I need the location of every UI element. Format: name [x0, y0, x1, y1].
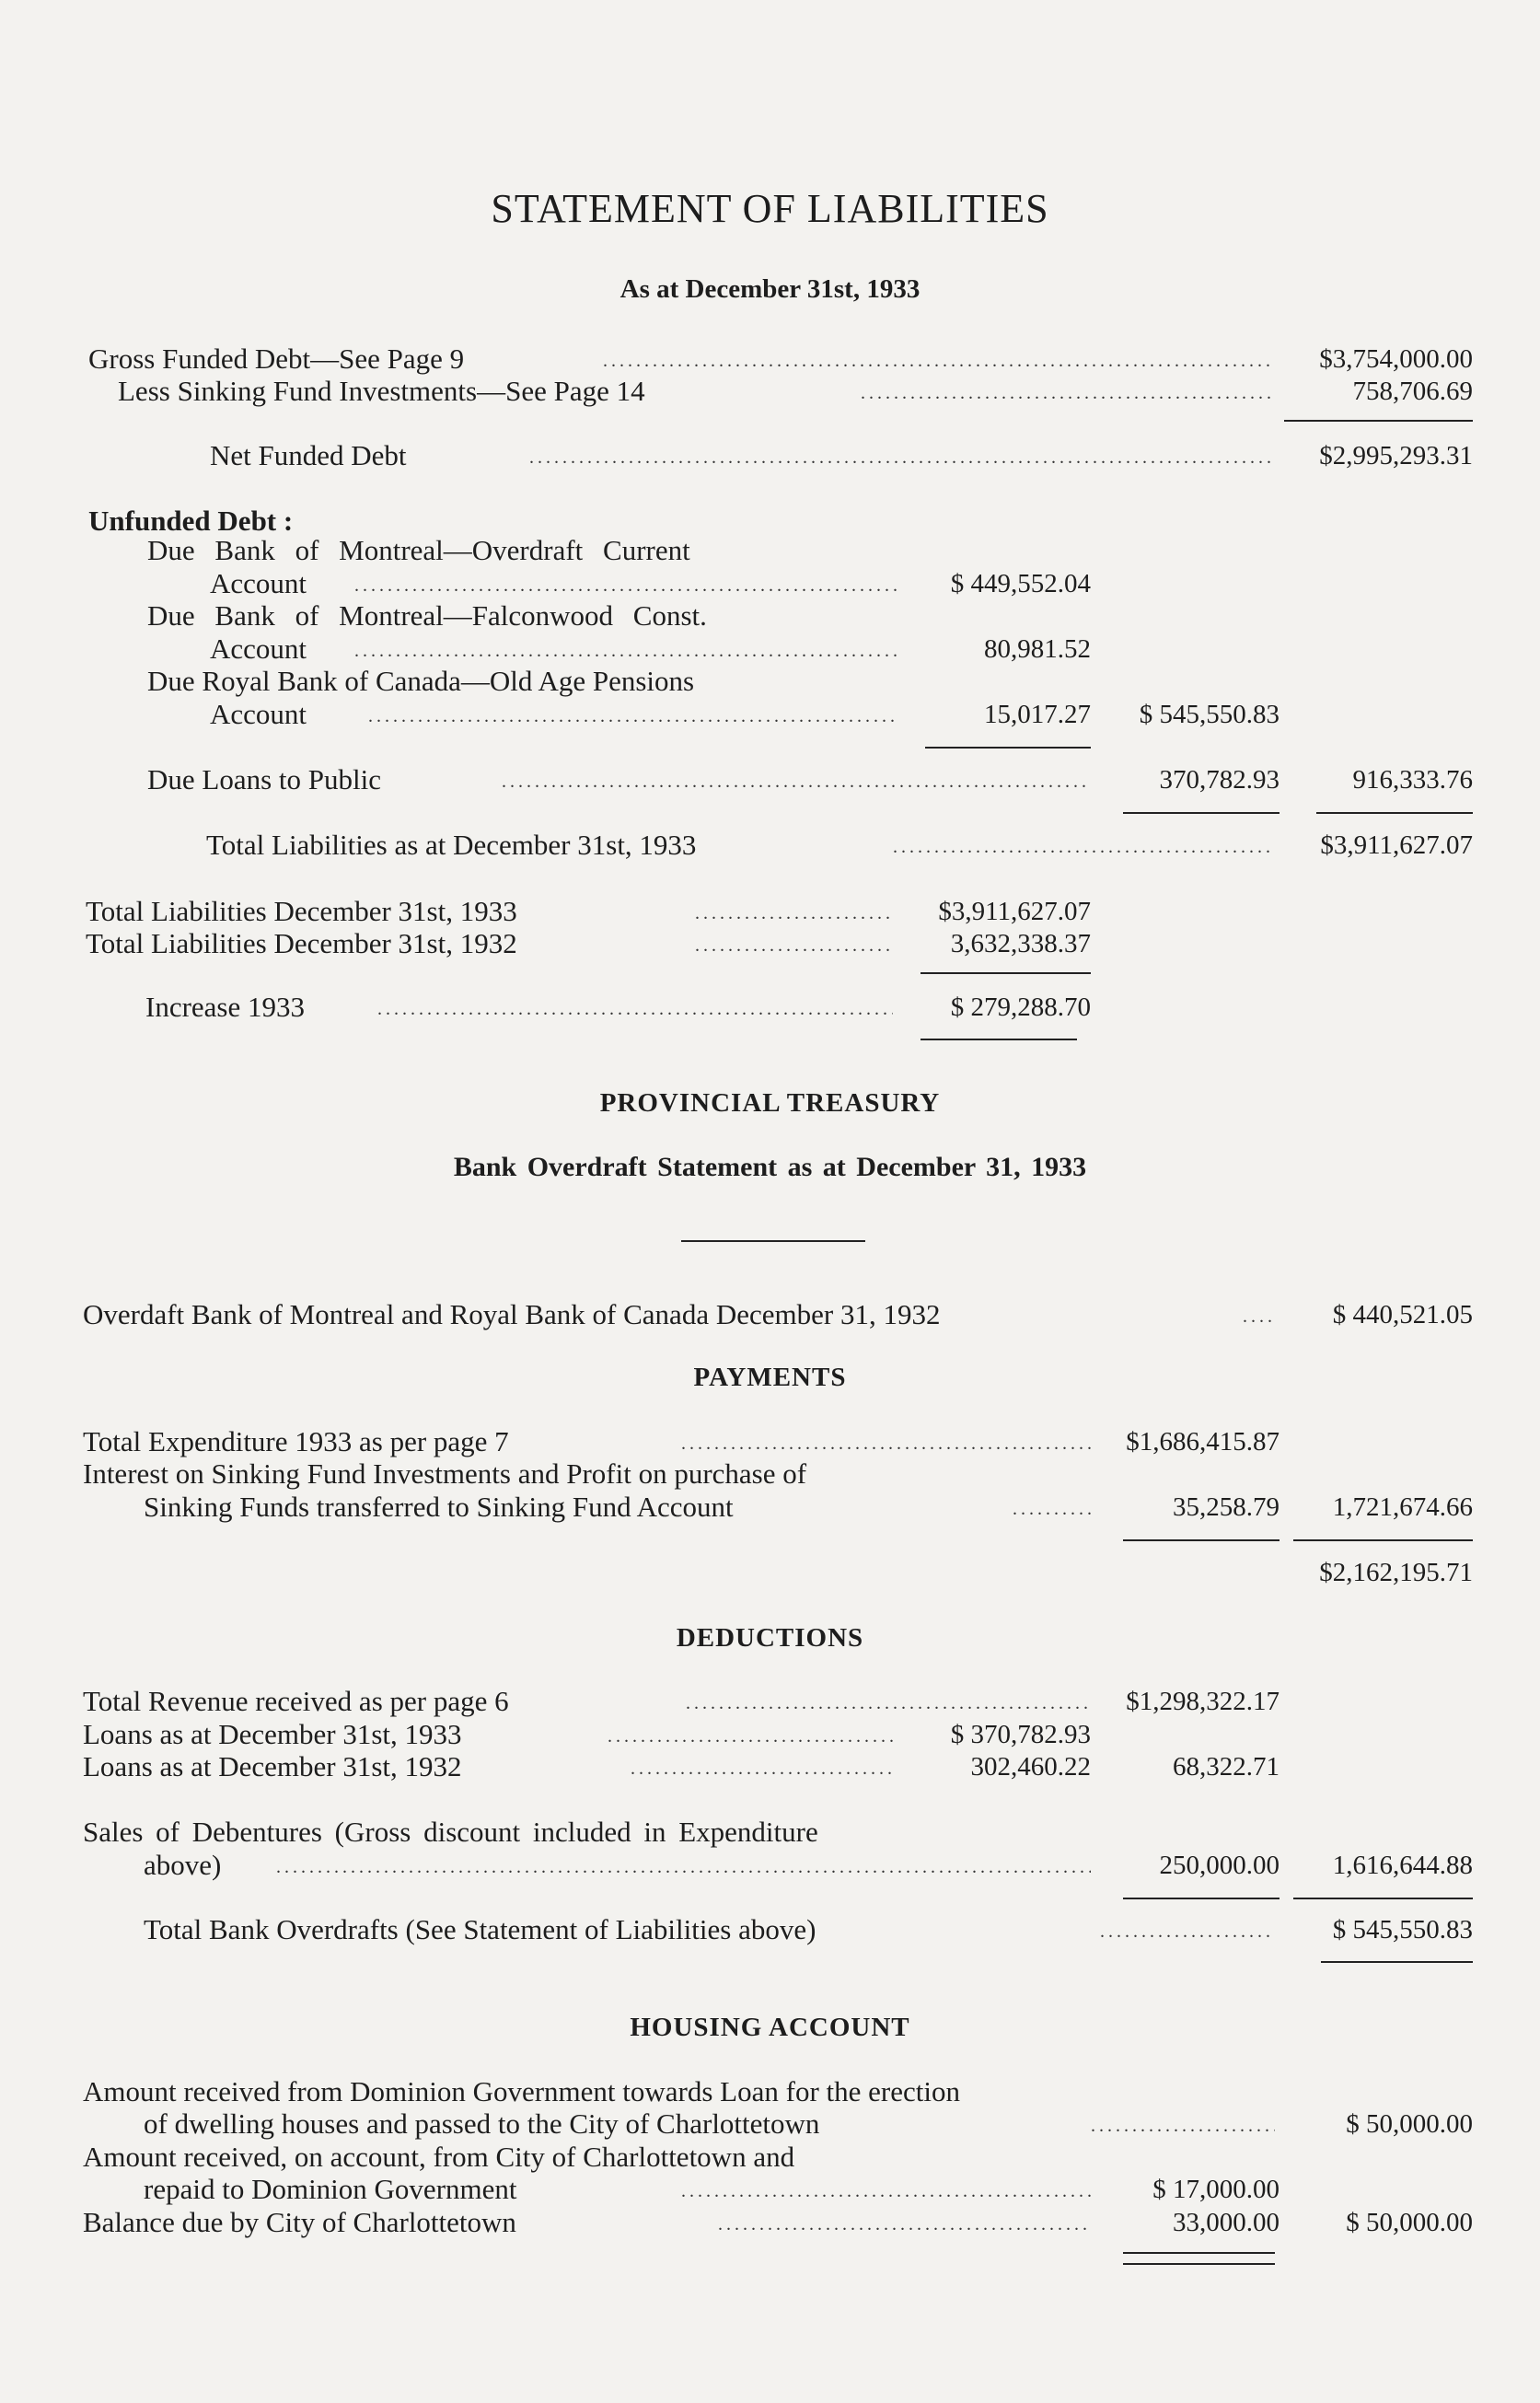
due-montreal-falconwood-line1: Due Bank of Montreal—Falconwood Const. [147, 599, 707, 632]
received-dominion-line1: Amount received from Dominion Government towards Loan for the erection [83, 2075, 960, 2107]
less-sinking-label: Less Sinking Fund Investments—See Page 14 [118, 375, 645, 407]
total-overdrafts-label: Total Bank Overdrafts (See Statement of Liabilities above) [144, 1913, 816, 1945]
balance-due-label: Balance due by City of Charlottetown [83, 2206, 516, 2238]
debentures-total: 1,616,644.88 [1332, 1851, 1473, 1880]
increase-amount: $ 279,288.70 [950, 993, 1091, 1022]
received-city-line1: Amount received, on account, from City of Charlottetown and [83, 2141, 795, 2173]
treasury-subtitle: Bank Overdraft Statement as at December 31, 1933 [453, 1152, 1087, 1182]
liabilities-subtitle: As at December 31st, 1933 [619, 274, 921, 304]
interest-sinking-line2: Sinking Funds transferred to Sinking Fund Account [144, 1491, 734, 1523]
loans-1932-amount: 302,460.22 [970, 1752, 1091, 1782]
housing-title: HOUSING ACCOUNT [630, 2013, 910, 2042]
debentures-line1: Sales of Debentures (Gross discount included in Expenditure [83, 1816, 818, 1848]
total-liabilities-label: Total Liabilities as at December 31st, 1933 [206, 829, 697, 861]
payments-heading: PAYMENTS [693, 1363, 847, 1392]
due-montreal-overdraft-line1: Due Bank of Montreal—Overdraft Current [147, 534, 690, 566]
due-loans-total: 916,333.76 [1352, 765, 1473, 795]
gross-funded-amount: $3,754,000.00 [1319, 344, 1473, 374]
net-funded-label: Net Funded Debt [210, 439, 407, 471]
received-city-amount: $ 17,000.00 [1152, 2175, 1279, 2204]
less-sinking-amount: 758,706.69 [1352, 377, 1473, 406]
due-montreal-falconwood-line2: Account [210, 633, 307, 665]
overdraft-amount: $ 440,521.05 [1332, 1300, 1473, 1329]
debentures-amount: 250,000.00 [1159, 1851, 1279, 1880]
interest-sinking-amount: 35,258.79 [1173, 1492, 1279, 1522]
balance-due-amount: 33,000.00 [1173, 2208, 1279, 2237]
received-dominion-amount: $ 50,000.00 [1346, 2109, 1473, 2139]
total-revenue-amount: $1,298,322.17 [1126, 1687, 1279, 1716]
loans-1932-label: Loans as at December 31st, 1932 [83, 1750, 462, 1782]
total-overdrafts-amount: $ 545,550.83 [1332, 1915, 1473, 1944]
due-royal-pensions-line1: Due Royal Bank of Canada—Old Age Pensions [147, 665, 695, 697]
interest-sinking-total: 1,721,674.66 [1332, 1492, 1473, 1522]
due-royal-pensions-line2: Account [210, 698, 307, 730]
due-montreal-overdraft-line2: Account [210, 567, 307, 599]
received-dominion-line2: of dwelling houses and passed to the City of Charlottetown [144, 2107, 820, 2140]
interest-sinking-line1: Interest on Sinking Fund Investments and Profit on purchase of [83, 1457, 807, 1490]
total-liabilities-amount: $3,911,627.07 [1320, 830, 1473, 860]
compare-1932-amount: 3,632,338.37 [950, 929, 1091, 958]
due-montreal-falconwood-amount: 80,981.52 [984, 634, 1091, 664]
increase-label: Increase 1933 [145, 991, 305, 1023]
compare-1932-label: Total Liabilities December 31st, 1932 [86, 927, 517, 959]
total-revenue-label: Total Revenue received as per page 6 [83, 1685, 509, 1717]
total-expenditure-label: Total Expenditure 1933 as per page 7 [83, 1425, 509, 1457]
deductions-heading: DEDUCTIONS [676, 1623, 864, 1653]
treasury-title: PROVINCIAL TREASURY [599, 1088, 941, 1118]
due-loans-amount: 370,782.93 [1159, 765, 1279, 795]
loans-1932-net: 68,322.71 [1173, 1752, 1279, 1782]
loans-1933-label: Loans as at December 31st, 1933 [83, 1718, 462, 1750]
received-city-line2: repaid to Dominion Government [144, 2173, 517, 2205]
overdraft-label: Overdaft Bank of Montreal and Royal Bank of Canada December 31, 1932 [83, 1298, 941, 1330]
balance-due-total: $ 50,000.00 [1346, 2208, 1473, 2237]
loans-1933-amount: $ 370,782.93 [950, 1720, 1091, 1749]
total-expenditure-amount: $1,686,415.87 [1126, 1427, 1279, 1457]
unfunded-heading: Unfunded Debt : [88, 505, 294, 537]
compare-1933-label: Total Liabilities December 31st, 1933 [86, 895, 517, 927]
due-royal-pensions-subtotal: $ 545,550.83 [1139, 700, 1279, 729]
due-royal-pensions-amount: 15,017.27 [984, 700, 1091, 729]
gross-funded-label: Gross Funded Debt—See Page 9 [88, 342, 465, 375]
debentures-line2: above) [144, 1849, 222, 1881]
net-funded-amount: $2,995,293.31 [1319, 441, 1473, 470]
compare-1933-amount: $3,911,627.07 [938, 897, 1091, 926]
due-loans-label: Due Loans to Public [147, 763, 381, 795]
payments-total: $2,162,195.71 [1319, 1558, 1473, 1587]
due-montreal-overdraft-amount: $ 449,552.04 [950, 569, 1091, 598]
liabilities-title: STATEMENT OF LIABILITIES [491, 186, 1049, 231]
